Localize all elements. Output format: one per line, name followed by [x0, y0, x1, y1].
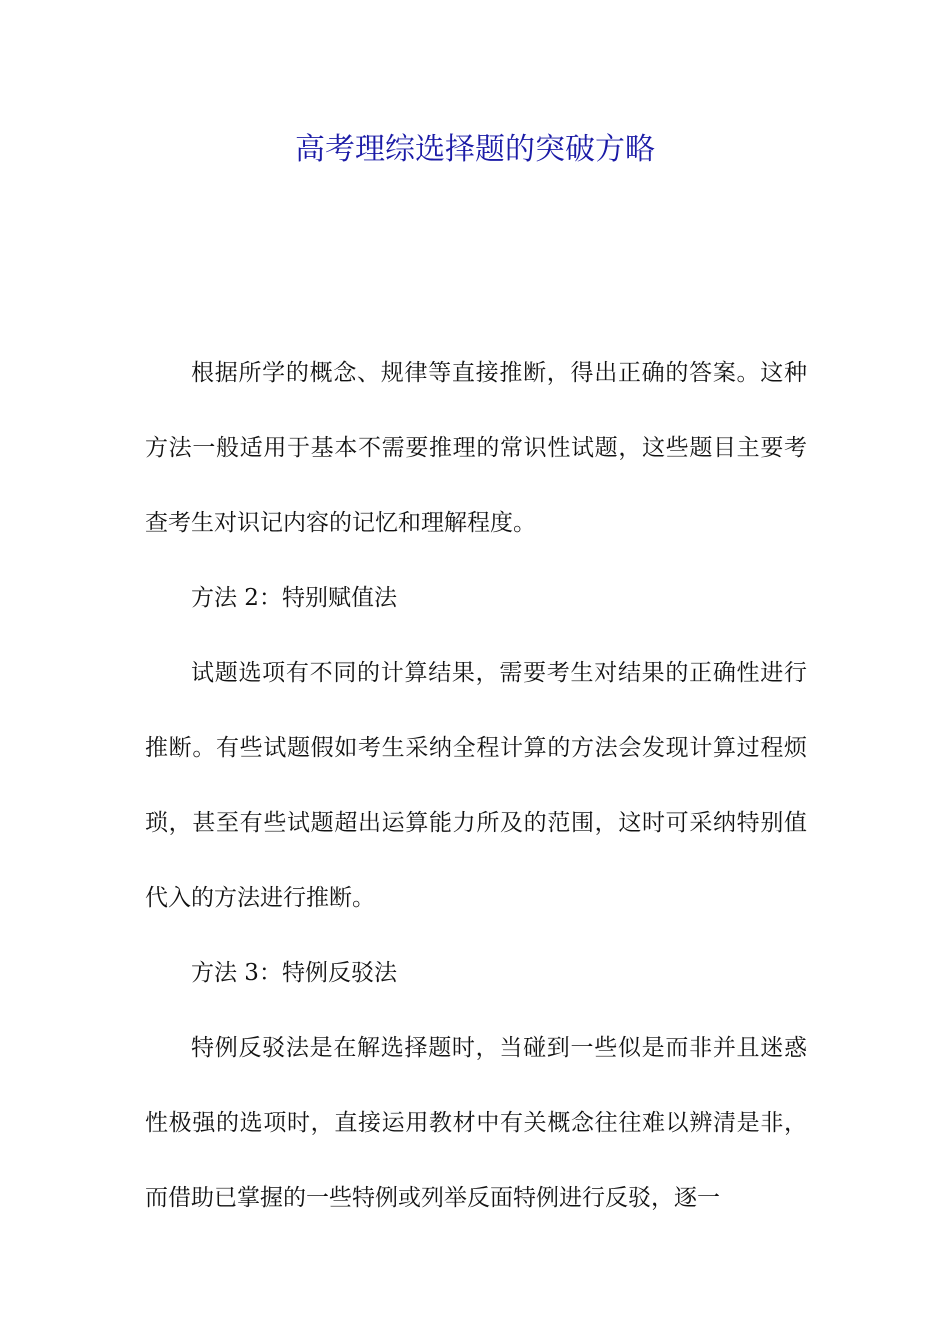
paragraph-counterexample: 特例反驳法是在解选择题时，当碰到一些似是而非并且迷惑性极强的选项时，直接运用教材中有关概念往往难以辨清是非，而借助已掌握的一些特例或列举反面特例进行反驳，逐一 [145, 1035, 807, 1211]
document-body [145, 336, 807, 1236]
method-3-heading: 方法 3：特例反驳法 [191, 960, 397, 986]
paragraph-special-value: 试题选项有不同的计算结果，需要考生对结果的正确性进行推断。有些试题假如考生采纳全程计算的方法会发现计算过程烦琐，甚至有些试题超出运算能力所及的范围，这时可采纳特别值代入的方法进行推断。 [145, 660, 807, 911]
paragraph-direct-judgment: 根据所学的概念、规律等直接推断，得出正确的答案。这种方法一般适用于基本不需要推理的常识性试题，这些题目主要考查考生对识记内容的记忆和理解程度。 [145, 360, 807, 536]
method-2-heading: 方法 2：特别赋值法 [191, 585, 397, 611]
document-title: 高考理综选择题的突破方略 [295, 132, 655, 167]
